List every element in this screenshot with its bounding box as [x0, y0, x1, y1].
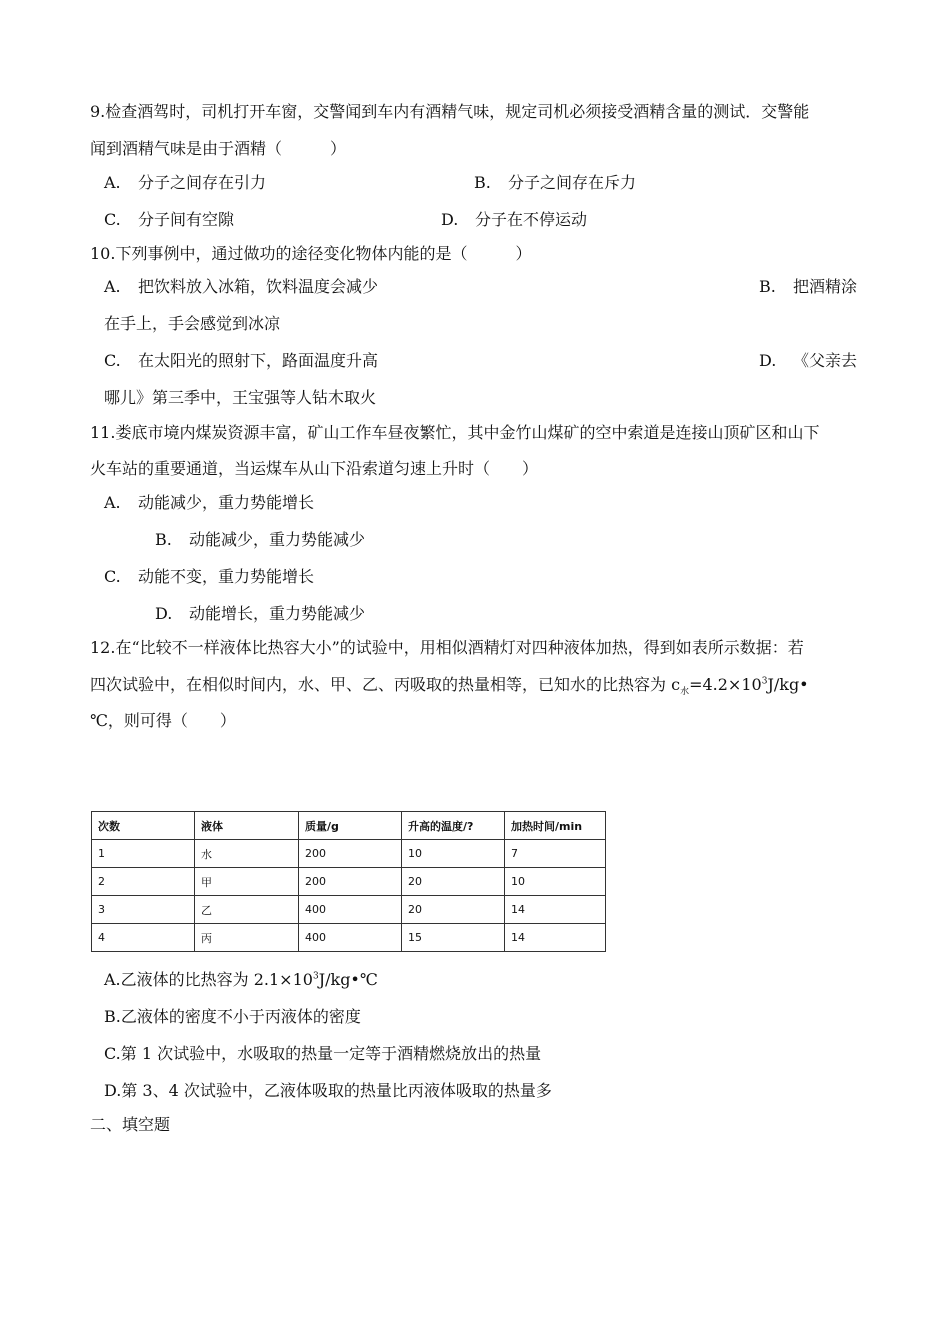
q10-option-d[interactable]	[759, 351, 857, 371]
table-cell: 20	[402, 868, 505, 896]
option-text: 把酒精涂	[793, 277, 858, 296]
table-cell: 2	[92, 868, 195, 896]
option-text: 《父亲去	[793, 351, 858, 370]
option-letter: D.	[441, 210, 459, 229]
table-header-row	[92, 812, 606, 840]
option-text: 在太阳光的照射下，路面温度升高	[138, 351, 379, 370]
q10-option-b[interactable]	[759, 277, 857, 297]
table-cell: 400	[299, 924, 402, 952]
q10-stem: 10.下列事例中，通过做功的途径变化物体内能的是（ ）	[90, 244, 532, 263]
option-text: 动能减少，重力势能减少	[189, 530, 366, 549]
option-letter: C.	[104, 210, 121, 229]
table-header-cell: 次数	[92, 812, 195, 840]
table-header-cell: 加热时间/min	[505, 812, 606, 840]
option-letter: A.	[104, 277, 121, 296]
q11-option-c[interactable]	[104, 567, 314, 587]
table-cell: 15	[402, 924, 505, 952]
q9-option-d[interactable]	[441, 210, 587, 230]
option-text: 动能不变，重力势能增长	[138, 567, 315, 586]
q11-option-b[interactable]	[155, 530, 365, 550]
q12-stem-line1: 12.在“比较不一样液体比热容大小”的试验中，用相似酒精灯对四种液体加热，得到如表所示数据：若	[90, 638, 804, 657]
option-text: 动能减少，重力势能增长	[138, 493, 315, 512]
q12-line2-unit: J/kg•	[767, 675, 809, 694]
table-cell: 7	[505, 840, 606, 868]
option-text: 把饮料放入冰箱，饮料温度会减少	[138, 277, 379, 296]
table-cell: 3	[92, 896, 195, 924]
q12-exponent: 3	[761, 676, 768, 687]
q12-stem-line2	[90, 675, 809, 698]
q12-data-table	[91, 811, 606, 952]
option-exponent: 3	[312, 971, 319, 982]
table-cell: 14	[505, 896, 606, 924]
option-letter: B.	[474, 173, 491, 192]
q12-option-b[interactable]: B.乙液体的密度不小于丙液体的密度	[104, 1007, 361, 1026]
table-cell: 1	[92, 840, 195, 868]
option-letter: B.	[155, 530, 172, 549]
table-cell: 乙	[195, 896, 299, 924]
table-cell: 400	[299, 896, 402, 924]
option-text: 分子在不停运动	[475, 210, 588, 229]
q12-line2-text: 四次试验中，在相似时间内，水、甲、乙、丙吸取的热量相等，已知水的比热容为 c	[90, 675, 681, 694]
table-row	[92, 868, 606, 896]
q10-option-d-continued: 哪儿》第三季中，王宝强等人钻木取火	[104, 388, 377, 407]
option-letter: A.	[104, 173, 121, 192]
table-row	[92, 840, 606, 868]
q12-subscript: 水	[680, 687, 690, 698]
section-heading-fill-in: 二、填空题	[90, 1115, 171, 1134]
option-text: 分子之间存在引力	[138, 173, 267, 192]
table-row	[92, 924, 606, 952]
table-header-cell: 液体	[195, 812, 299, 840]
q12-stem-line3: ℃，则可得（ ）	[90, 711, 236, 730]
option-text: A.乙液体的比热容为 2.1×10	[104, 970, 313, 989]
option-text: 分子之间存在斥力	[508, 173, 637, 192]
option-letter: D.	[155, 604, 173, 623]
option-letter: C.	[104, 351, 121, 370]
option-unit: J/kg•℃	[318, 970, 378, 989]
table-cell: 200	[299, 868, 402, 896]
table-header-cell: 升高的温度/?	[402, 812, 505, 840]
table-cell: 水	[195, 840, 299, 868]
option-letter: C.	[104, 567, 121, 586]
q9-stem-line2: 闻到酒精气味是由于酒精（ ）	[90, 139, 347, 158]
table-cell: 10	[505, 868, 606, 896]
table-cell: 200	[299, 840, 402, 868]
q10-option-a[interactable]	[104, 277, 378, 297]
option-text: 分子间有空隙	[138, 210, 235, 229]
q11-option-a[interactable]	[104, 493, 314, 513]
option-text: 动能增长，重力势能减少	[189, 604, 366, 623]
option-letter: D.	[759, 351, 777, 370]
q12-option-d[interactable]: D.第 3、4 次试验中，乙液体吸取的热量比丙液体吸取的热量多	[104, 1081, 552, 1100]
table-cell: 20	[402, 896, 505, 924]
q9-stem-line1: 9.检查酒驾时，司机打开车窗，交警闻到车内有酒精气味，规定司机必须接受酒精含量的测试．交警能	[90, 102, 810, 121]
q11-option-d[interactable]	[155, 604, 365, 624]
q9-option-a[interactable]	[104, 173, 266, 193]
table-cell: 4	[92, 924, 195, 952]
q11-stem-line2: 火车站的重要通道，当运煤车从山下沿索道匀速上升时（ ）	[90, 459, 539, 478]
table-cell: 丙	[195, 924, 299, 952]
table-cell: 甲	[195, 868, 299, 896]
table-cell: 10	[402, 840, 505, 868]
table-header-cell: 质量/g	[299, 812, 402, 840]
q12-line2-value: =4.2×10	[689, 675, 762, 694]
q11-stem-line1: 11.娄底市境内煤炭资源丰富，矿山工作车昼夜繁忙，其中金竹山煤矿的空中索道是连接山顶矿区和山下	[90, 423, 820, 442]
option-letter: A.	[104, 493, 121, 512]
table-row	[92, 896, 606, 924]
q10-option-c[interactable]	[104, 351, 378, 371]
q9-option-b[interactable]	[474, 173, 636, 193]
q10-option-b-continued: 在手上，手会感觉到冰凉	[104, 314, 281, 333]
q12-option-c[interactable]: C.第 1 次试验中，水吸取的热量一定等于酒精燃烧放出的热量	[104, 1044, 542, 1063]
option-letter: B.	[759, 277, 776, 296]
table-cell: 14	[505, 924, 606, 952]
q9-option-c[interactable]	[104, 210, 234, 230]
q12-option-a[interactable]	[104, 970, 378, 990]
